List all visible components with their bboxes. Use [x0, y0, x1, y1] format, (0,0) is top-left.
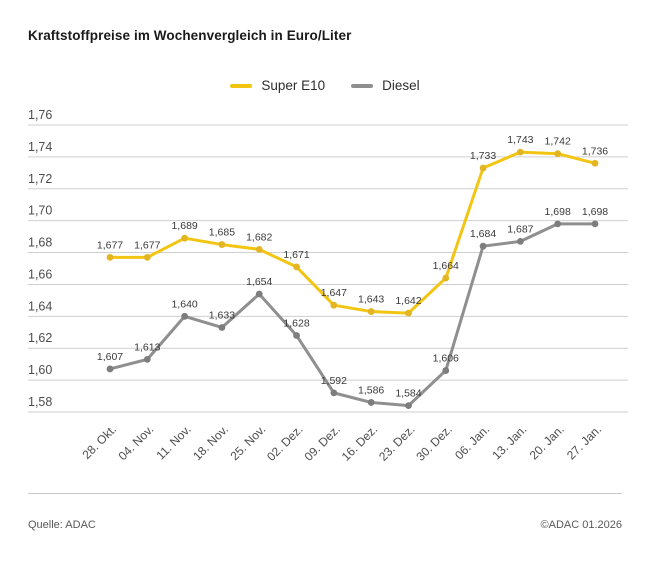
data-point-label: 1,633	[208, 309, 236, 322]
x-tick-label: 11. Nov.	[153, 422, 194, 463]
x-tick-label: 23. Dez.	[376, 422, 418, 464]
data-point-marker	[107, 254, 114, 261]
data-point-marker	[517, 238, 524, 245]
data-point-label: 1,607	[96, 350, 124, 363]
data-point-label: 1,682	[246, 231, 273, 244]
chart-title: Kraftstoffpreise im Wochenvergleich in Euro/Liter	[28, 28, 352, 43]
data-point-marker	[368, 308, 375, 315]
data-point-label: 1,687	[507, 223, 534, 236]
line-chart	[0, 100, 650, 480]
data-point-marker	[405, 402, 412, 409]
y-tick-label: 1,76	[28, 108, 53, 122]
data-point-marker	[144, 254, 151, 261]
data-point-label: 1,654	[246, 276, 273, 289]
data-point-label: 1,606	[432, 352, 459, 365]
x-tick-label: 30. Dez.	[413, 422, 455, 464]
data-point-label: 1,684	[469, 228, 497, 241]
data-point-label: 1,689	[171, 220, 198, 233]
data-point-marker	[554, 220, 561, 227]
super-e10-line-swatch-icon	[230, 84, 252, 88]
data-point-label: 1,685	[208, 226, 236, 239]
data-point-label: 1,698	[544, 205, 571, 218]
legend-item-super-e10	[230, 78, 325, 93]
data-point-marker	[517, 149, 524, 156]
data-point-label: 1,664	[432, 260, 459, 273]
data-point-marker	[293, 332, 300, 339]
x-tick-label: 25. Nov.	[227, 422, 269, 464]
data-point-marker	[256, 291, 263, 298]
data-point-marker	[293, 264, 300, 271]
data-point-label: 1,743	[507, 134, 534, 147]
data-point-marker	[554, 150, 561, 157]
data-point-label: 1,628	[283, 317, 310, 330]
data-point-marker	[480, 165, 487, 172]
legend-label-super-e10: Super E10	[261, 78, 326, 93]
data-point-label: 1,584	[395, 387, 422, 400]
data-point-label: 1,671	[283, 248, 310, 261]
data-point-marker	[219, 241, 226, 248]
data-point-marker	[144, 356, 151, 363]
data-point-marker	[592, 220, 599, 227]
data-point-marker	[181, 313, 188, 320]
footer	[28, 519, 622, 531]
data-point-label: 1,640	[171, 298, 198, 311]
data-point-label: 1,643	[358, 293, 385, 306]
x-tick-label: 27. Jan.	[564, 422, 605, 463]
copyright-label: ©ADAC 01.2026	[540, 519, 622, 531]
data-point-label: 1,592	[320, 374, 347, 387]
data-point-marker	[592, 160, 599, 167]
y-tick-label: 1,74	[28, 139, 53, 154]
y-tick-label: 1,64	[28, 299, 53, 314]
data-point-label: 1,586	[358, 384, 385, 397]
y-tick-label: 1,70	[28, 203, 53, 218]
legend-label-diesel: Diesel	[382, 78, 420, 93]
x-tick-label: 06. Jan.	[452, 422, 493, 463]
legend	[0, 78, 650, 93]
data-point-label: 1,733	[469, 150, 497, 163]
data-point-marker	[181, 235, 188, 242]
data-point-marker	[405, 310, 412, 317]
y-tick-label: 1,58	[28, 395, 53, 409]
y-tick-label: 1,72	[28, 171, 53, 186]
data-point-label: 1,698	[581, 205, 609, 218]
data-point-label: 1,677	[96, 239, 124, 252]
legend-item-diesel	[351, 78, 420, 93]
data-point-marker	[107, 366, 114, 373]
data-point-label: 1,642	[395, 295, 422, 308]
y-tick-label: 1,68	[28, 235, 53, 250]
data-point-marker	[330, 302, 337, 309]
data-point-marker	[256, 246, 263, 253]
data-point-marker	[442, 275, 449, 282]
x-tick-label: 20. Jan.	[526, 422, 567, 463]
data-point-marker	[480, 243, 487, 250]
data-point-marker	[219, 324, 226, 331]
y-tick-label: 1,62	[28, 331, 53, 346]
data-point-label: 1,613	[134, 341, 161, 354]
x-tick-label: 18. Nov.	[190, 422, 232, 464]
footer-divider	[28, 493, 622, 494]
y-tick-label: 1,66	[28, 267, 53, 282]
y-tick-label: 1,60	[28, 363, 53, 378]
x-tick-label: 13. Jan.	[489, 422, 530, 463]
x-tick-label: 02. Dez.	[264, 422, 306, 464]
diesel-line-swatch-icon	[351, 84, 373, 88]
x-tick-label: 16. Dez.	[338, 422, 381, 464]
data-point-label: 1,742	[544, 135, 571, 148]
data-point-label: 1,647	[320, 287, 347, 300]
x-tick-label: 28. Okt.	[79, 422, 120, 462]
x-tick-label: 04. Nov.	[115, 422, 157, 464]
data-point-marker	[442, 367, 449, 374]
data-point-marker	[368, 399, 375, 406]
data-point-marker	[330, 389, 337, 396]
data-point-label: 1,677	[134, 239, 161, 252]
source-label: Quelle: ADAC	[28, 519, 96, 531]
data-point-label: 1,736	[581, 145, 609, 158]
x-tick-label: 09. Dez.	[301, 422, 343, 464]
